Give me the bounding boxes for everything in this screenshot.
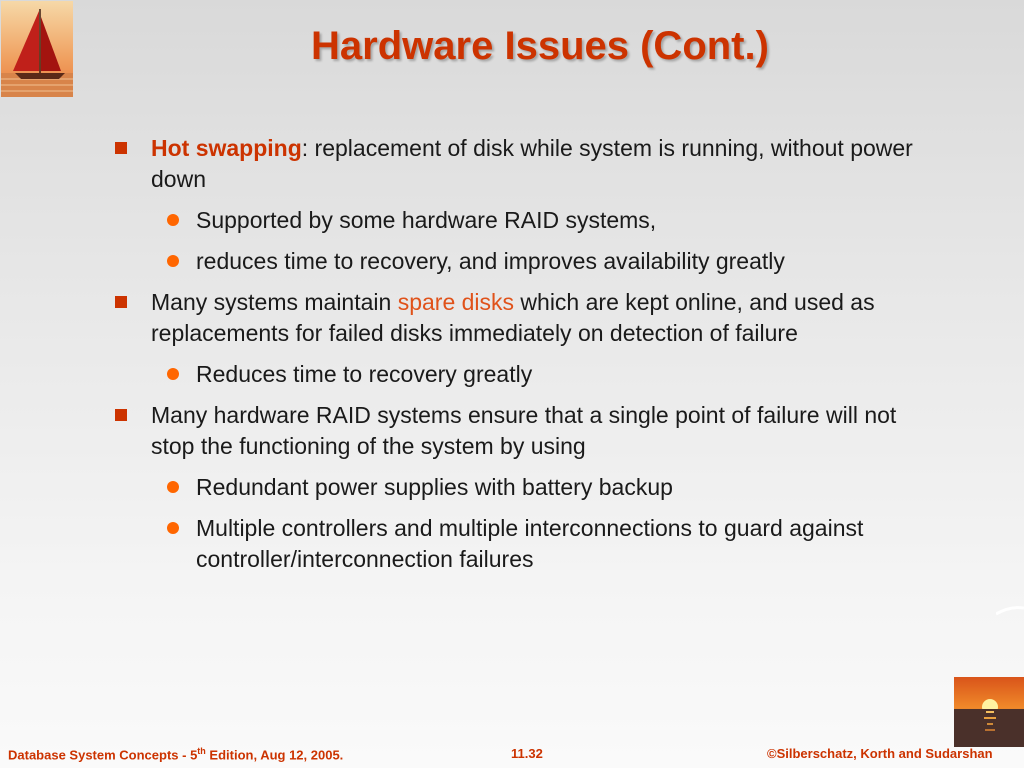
- dot-bullet-icon: [167, 214, 179, 226]
- bullet-item: [114, 287, 944, 349]
- term-hot-swapping: Hot swapping: [151, 135, 302, 161]
- slide-title: Hardware Issues (Cont.): [311, 24, 769, 68]
- bullet-text: which are kept online, and used as replacements for failed disks immediately on detection of failure: [151, 289, 875, 346]
- footer-copyright: ©Silberschatz, Korth and Sudarshan: [767, 746, 993, 761]
- footer-left-text: Database System Concepts - 5: [8, 747, 198, 763]
- dot-bullet-icon: [167, 522, 179, 534]
- sub-bullet-item: [114, 513, 944, 575]
- sub-bullet-text: Redundant power supplies with battery backup: [196, 474, 673, 500]
- dot-bullet-icon: [167, 368, 179, 380]
- dot-bullet-icon: [167, 255, 179, 267]
- bullet-text: : replacement of disk while system is running, without power down: [151, 135, 913, 192]
- footer-slide-number: 11.32: [511, 746, 543, 761]
- footer-course-info: [8, 746, 343, 762]
- sub-bullet-text: Multiple controllers and multiple interconnections to guard against controller/interconnection failures: [196, 515, 864, 572]
- dot-bullet-icon: [167, 481, 179, 493]
- sub-bullet-item: [114, 205, 944, 236]
- sunset-icon: [954, 677, 1024, 747]
- sub-bullet-text: reduces time to recovery, and improves availability greatly: [196, 248, 785, 274]
- bullet-text: Many systems maintain: [151, 289, 398, 315]
- bullet-item: [114, 133, 944, 195]
- bullet-item: [114, 400, 944, 462]
- square-bullet-icon: [115, 409, 127, 421]
- swoosh-decoration: [996, 600, 1024, 620]
- sub-bullet-text: Reduces time to recovery greatly: [196, 361, 533, 387]
- sub-bullet-item: [114, 359, 944, 390]
- footer-left-text-end: Edition, Aug 12, 2005.: [205, 747, 344, 763]
- footer-superscript: th: [197, 746, 206, 756]
- square-bullet-icon: [115, 296, 127, 308]
- term-spare-disks: spare disks: [397, 289, 515, 315]
- sub-bullet-item: [114, 472, 944, 503]
- sub-bullet-item: [114, 246, 944, 277]
- square-bullet-icon: [115, 142, 127, 154]
- sub-bullet-text: Supported by some hardware RAID systems,: [196, 207, 657, 233]
- bullet-text: Many hardware RAID systems ensure that a single point of failure will not stop the functioning of the system by using: [151, 402, 897, 459]
- bullet-list: [114, 133, 944, 585]
